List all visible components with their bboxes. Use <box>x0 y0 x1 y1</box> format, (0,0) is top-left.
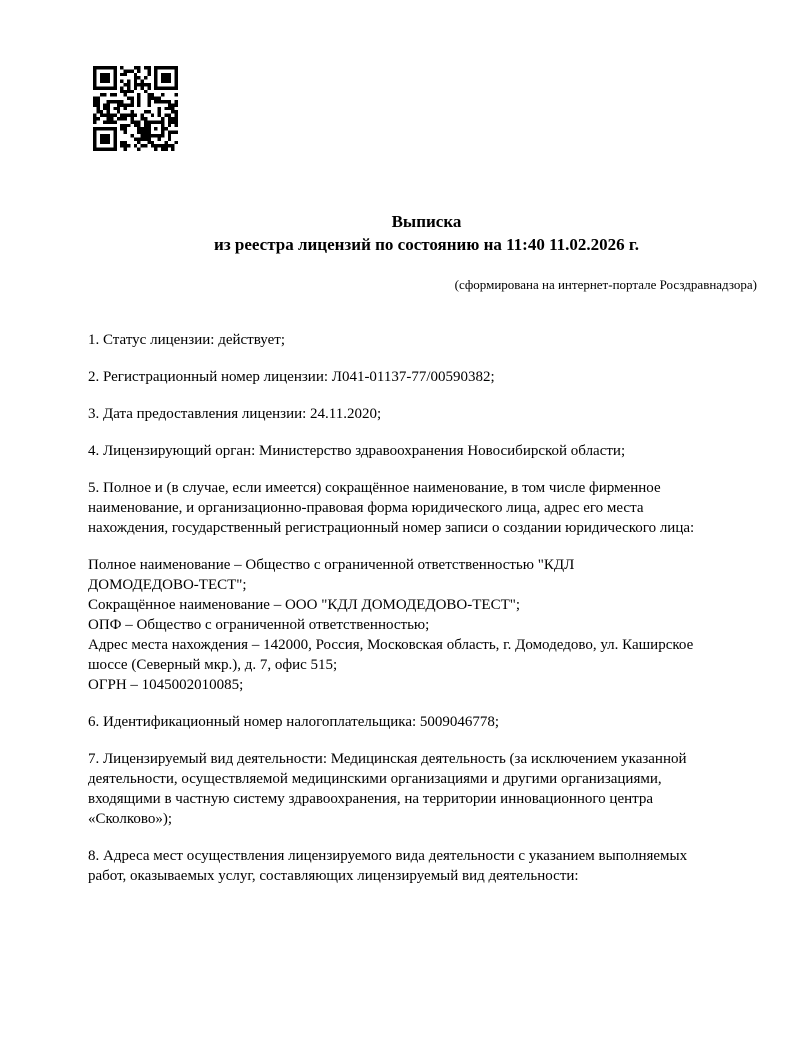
paragraph <box>88 404 772 424</box>
document-body <box>88 330 772 886</box>
text-line: работ, оказываемых услуг, составляющих лицензируемый вид деятельности: <box>88 868 579 884</box>
text-line: Сокращённое наименование – ООО "КДЛ ДОМОДЕДОВО-ТЕСТ"; <box>88 597 521 613</box>
text-line: 2. Регистрационный номер лицензии: Л041-01137-77/00590382; <box>88 369 495 385</box>
formed-note: (сформирована на интернет-портале Росздравнадзора) <box>454 277 757 292</box>
paragraph <box>88 846 772 886</box>
text-line: 7. Лицензируемый вид деятельности: Медицинская деятельность (за исключением указанной <box>88 751 687 767</box>
text-line: 1. Статус лицензии: действует; <box>88 332 285 348</box>
text-line: Адрес места нахождения – 142000, Россия, Московская область, г. Домодедово, ул. Каширское <box>88 637 694 653</box>
paragraph <box>88 555 772 695</box>
text-line: шоссе (Северный мкр.), д. 7, офис 515; <box>88 657 338 673</box>
qr-code <box>93 66 178 151</box>
paragraph <box>88 712 772 732</box>
paragraph <box>88 330 772 350</box>
text-line: 6. Идентификационный номер налогоплательщика: 5009046778; <box>88 714 500 730</box>
title-line-2: из реестра лицензий по состоянию на 11:40 11.02.2026 г. <box>214 235 639 254</box>
text-line: Полное наименование – Общество с ограниченной ответственностью "КДЛ <box>88 557 575 573</box>
paragraph <box>88 478 772 538</box>
text-line: ОГРН – 1045002010085; <box>88 677 244 693</box>
text-line: нахождения, государственный регистрационный номер записи о создании юридического лица: <box>88 520 695 536</box>
text-line: наименование, и организационно-правовая форма юридического лица, адрес его места <box>88 500 644 516</box>
document-title <box>88 210 765 256</box>
paragraph <box>88 749 772 829</box>
paragraph <box>88 367 772 387</box>
text-line: 5. Полное и (в случае, если имеется) сокращённое наименование, в том числе фирменное <box>88 480 661 496</box>
paragraph <box>88 441 772 461</box>
title-line-1: Выписка <box>391 212 462 231</box>
text-line: 3. Дата предоставления лицензии: 24.11.2020; <box>88 406 382 422</box>
text-line: деятельности, осуществляемой медицинскими организациями и другими организациями, <box>88 771 662 787</box>
text-line: входящими в частную систему здравоохранения, на территории инновационного центра <box>88 791 654 807</box>
text-line: 8. Адреса мест осуществления лицензируемого вида деятельности с указанием выполняемых <box>88 848 688 864</box>
text-line: ДОМОДЕДОВО-ТЕСТ"; <box>88 577 247 593</box>
text-line: 4. Лицензирующий орган: Министерство здравоохранения Новосибирской области; <box>88 443 626 459</box>
text-line: «Сколково»); <box>88 811 172 827</box>
text-line: ОПФ – Общество с ограниченной ответственностью; <box>88 617 430 633</box>
